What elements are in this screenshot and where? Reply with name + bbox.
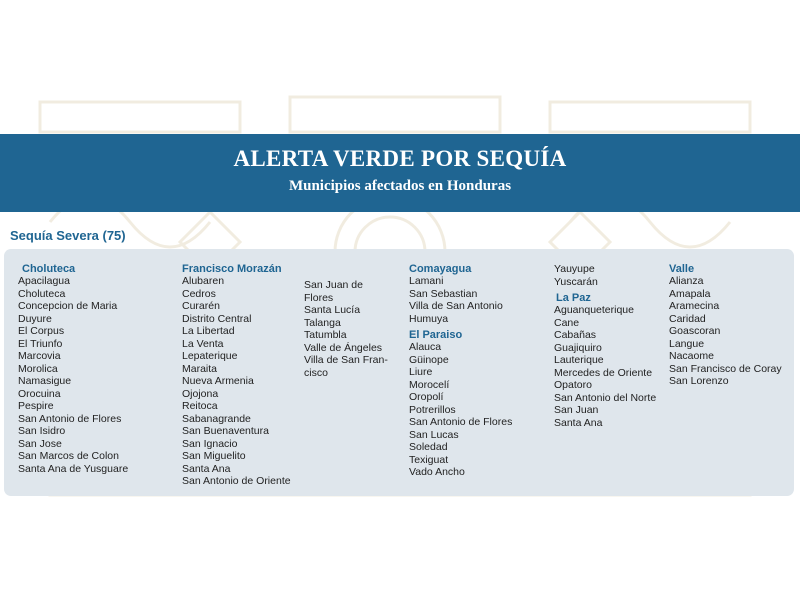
municipality-item: Langue: [669, 337, 705, 350]
municipality-item: El Triunfo: [18, 337, 63, 350]
municipality-item: Tatumbla: [304, 329, 347, 341]
municipality-item: Santa Ana: [554, 416, 603, 429]
municipality-item: Texiguat: [409, 453, 449, 466]
municipality-item: Güinope: [409, 353, 449, 366]
municipality-item: Villa de San Fran-: [304, 354, 388, 366]
municipality-item: Lepaterique: [182, 350, 238, 362]
municipality-item: Marcovia: [18, 350, 61, 362]
municipality-item: Aramecina: [669, 300, 720, 312]
dept-valle: [669, 263, 782, 388]
dept-heading: Comayagua: [409, 263, 472, 275]
municipality-item: Caridad: [669, 312, 706, 325]
municipality-item: Ojojona: [182, 387, 219, 400]
municipality-item: El Corpus: [18, 325, 65, 337]
municipality-item: Alubaren: [182, 275, 225, 287]
dept-heading: Choluteca: [22, 263, 76, 275]
municipality-item: Yauyupe: [554, 263, 595, 275]
municipality-item: Distrito Central: [182, 312, 252, 325]
municipality-list: [182, 275, 291, 488]
municipality-list: [409, 341, 512, 479]
banner-subtitle: Municipios afectados en Honduras: [288, 178, 512, 194]
municipality-item: Goascoran: [669, 325, 721, 337]
municipality-item: Opatoro: [554, 379, 592, 391]
municipality-list: [304, 279, 388, 379]
municipality-item: Amapala: [669, 287, 711, 300]
municipality-item: Morocelí: [409, 378, 450, 391]
municipality-item: Oropolí: [409, 391, 444, 403]
municipality-list: [554, 304, 656, 429]
municipality-item: Pespire: [18, 400, 54, 412]
municipality-list: [554, 263, 656, 288]
municipality-item: Cedros: [182, 287, 216, 300]
municipality-item: Alauca: [409, 341, 442, 353]
municipality-item: Reitoca: [182, 400, 218, 412]
municipality-item: Apacilagua: [18, 275, 70, 287]
municipality-item: San Lorenzo: [669, 375, 729, 387]
municipality-item: Morolica: [18, 362, 58, 375]
municipality-item: Santa Lucía: [304, 304, 361, 316]
municipality-item: Cabañas: [554, 329, 597, 341]
municipality-item: Choluteca: [18, 287, 66, 300]
municipality-item: San Francisco de Coray: [669, 362, 782, 375]
severity-label: Sequía Severa (75): [10, 228, 126, 243]
municipality-item: Namasigue: [18, 375, 72, 387]
municipality-item: La Venta: [182, 337, 224, 350]
municipality-item: San Isidro: [18, 425, 66, 437]
dept-heading: Valle: [669, 263, 695, 275]
municipality-item: Santa Ana de Yusguare: [18, 462, 129, 475]
municipality-item: La Libertad: [182, 325, 235, 337]
municipality-item: Vado Ancho: [409, 466, 465, 478]
municipality-item: cisco: [304, 366, 328, 379]
dept-comayagua: [409, 263, 512, 479]
municipality-item: San Antonio de Flores: [409, 416, 513, 428]
alert-banner: [0, 134, 800, 212]
municipality-item: Yuscarán: [554, 275, 598, 288]
municipality-item: Humuya: [409, 312, 449, 325]
banner-title: ALERTA VERDE POR SEQUÍA: [233, 146, 567, 171]
municipality-item: Liure: [409, 366, 433, 378]
dept-francisco-morazan-cont: [304, 279, 388, 379]
municipality-list: [669, 275, 782, 388]
municipality-item: Lauterique: [554, 354, 604, 366]
dept-heading: La Paz: [556, 292, 591, 304]
municipality-item: Concepcion de Maria: [18, 300, 118, 312]
municipality-item: San Antonio del Norte: [554, 391, 657, 404]
dept-heading-el-paraiso: El Paraiso: [409, 329, 463, 341]
municipality-item: Valle de Ángeles: [304, 341, 383, 354]
dept-francisco-morazan: [182, 263, 291, 488]
municipality-item: Talanga: [304, 316, 341, 329]
municipality-item: San Buenaventura: [182, 425, 269, 437]
municipality-item: Aguanqueterique: [554, 304, 634, 316]
dept-choluteca: [18, 263, 128, 475]
municipality-list: [18, 275, 128, 475]
municipality-item: San Juan: [554, 404, 599, 416]
municipality-item: Potrerillos: [409, 403, 456, 416]
municipality-item: Guajiquiro: [554, 341, 602, 354]
municipality-item: Flores: [304, 291, 334, 304]
municipality-item: Santa Ana: [182, 462, 231, 475]
municipality-item: Orocuina: [18, 387, 61, 400]
municipality-item: Villa de San Antonio: [409, 300, 503, 312]
municipality-item: Nacaome: [669, 350, 714, 362]
dept-la-paz: [554, 263, 656, 429]
municipality-item: Maraita: [182, 362, 218, 375]
municipality-item: San Sebastian: [409, 287, 478, 300]
municipality-item: San Antonio de Oriente: [182, 475, 291, 487]
dept-heading: Francisco Morazán: [182, 263, 282, 275]
municipality-item: San Antonio de Flores: [18, 412, 122, 425]
municipality-item: Curarén: [182, 300, 220, 312]
municipality-item: Duyure: [18, 312, 52, 325]
municipality-item: Lamani: [409, 275, 444, 287]
municipality-item: San Marcos de Colon: [18, 450, 119, 462]
municipality-item: San Jose: [18, 437, 62, 450]
municipality-item: Nueva Armenia: [182, 375, 254, 387]
municipality-item: Cane: [554, 316, 580, 329]
municipality-item: San Miguelito: [182, 450, 246, 462]
municipality-list: [409, 275, 512, 325]
municipality-item: Soledad: [409, 441, 448, 453]
municipality-item: San Lucas: [409, 428, 459, 441]
municipality-item: Mercedes de Oriente: [554, 366, 653, 379]
municipality-item: San Ignacio: [182, 437, 238, 450]
municipality-item: Sabanagrande: [182, 412, 251, 425]
municipality-item: Alianza: [669, 275, 704, 287]
municipality-item: San Juan de: [304, 279, 363, 291]
municipalities-panel: [4, 249, 794, 496]
